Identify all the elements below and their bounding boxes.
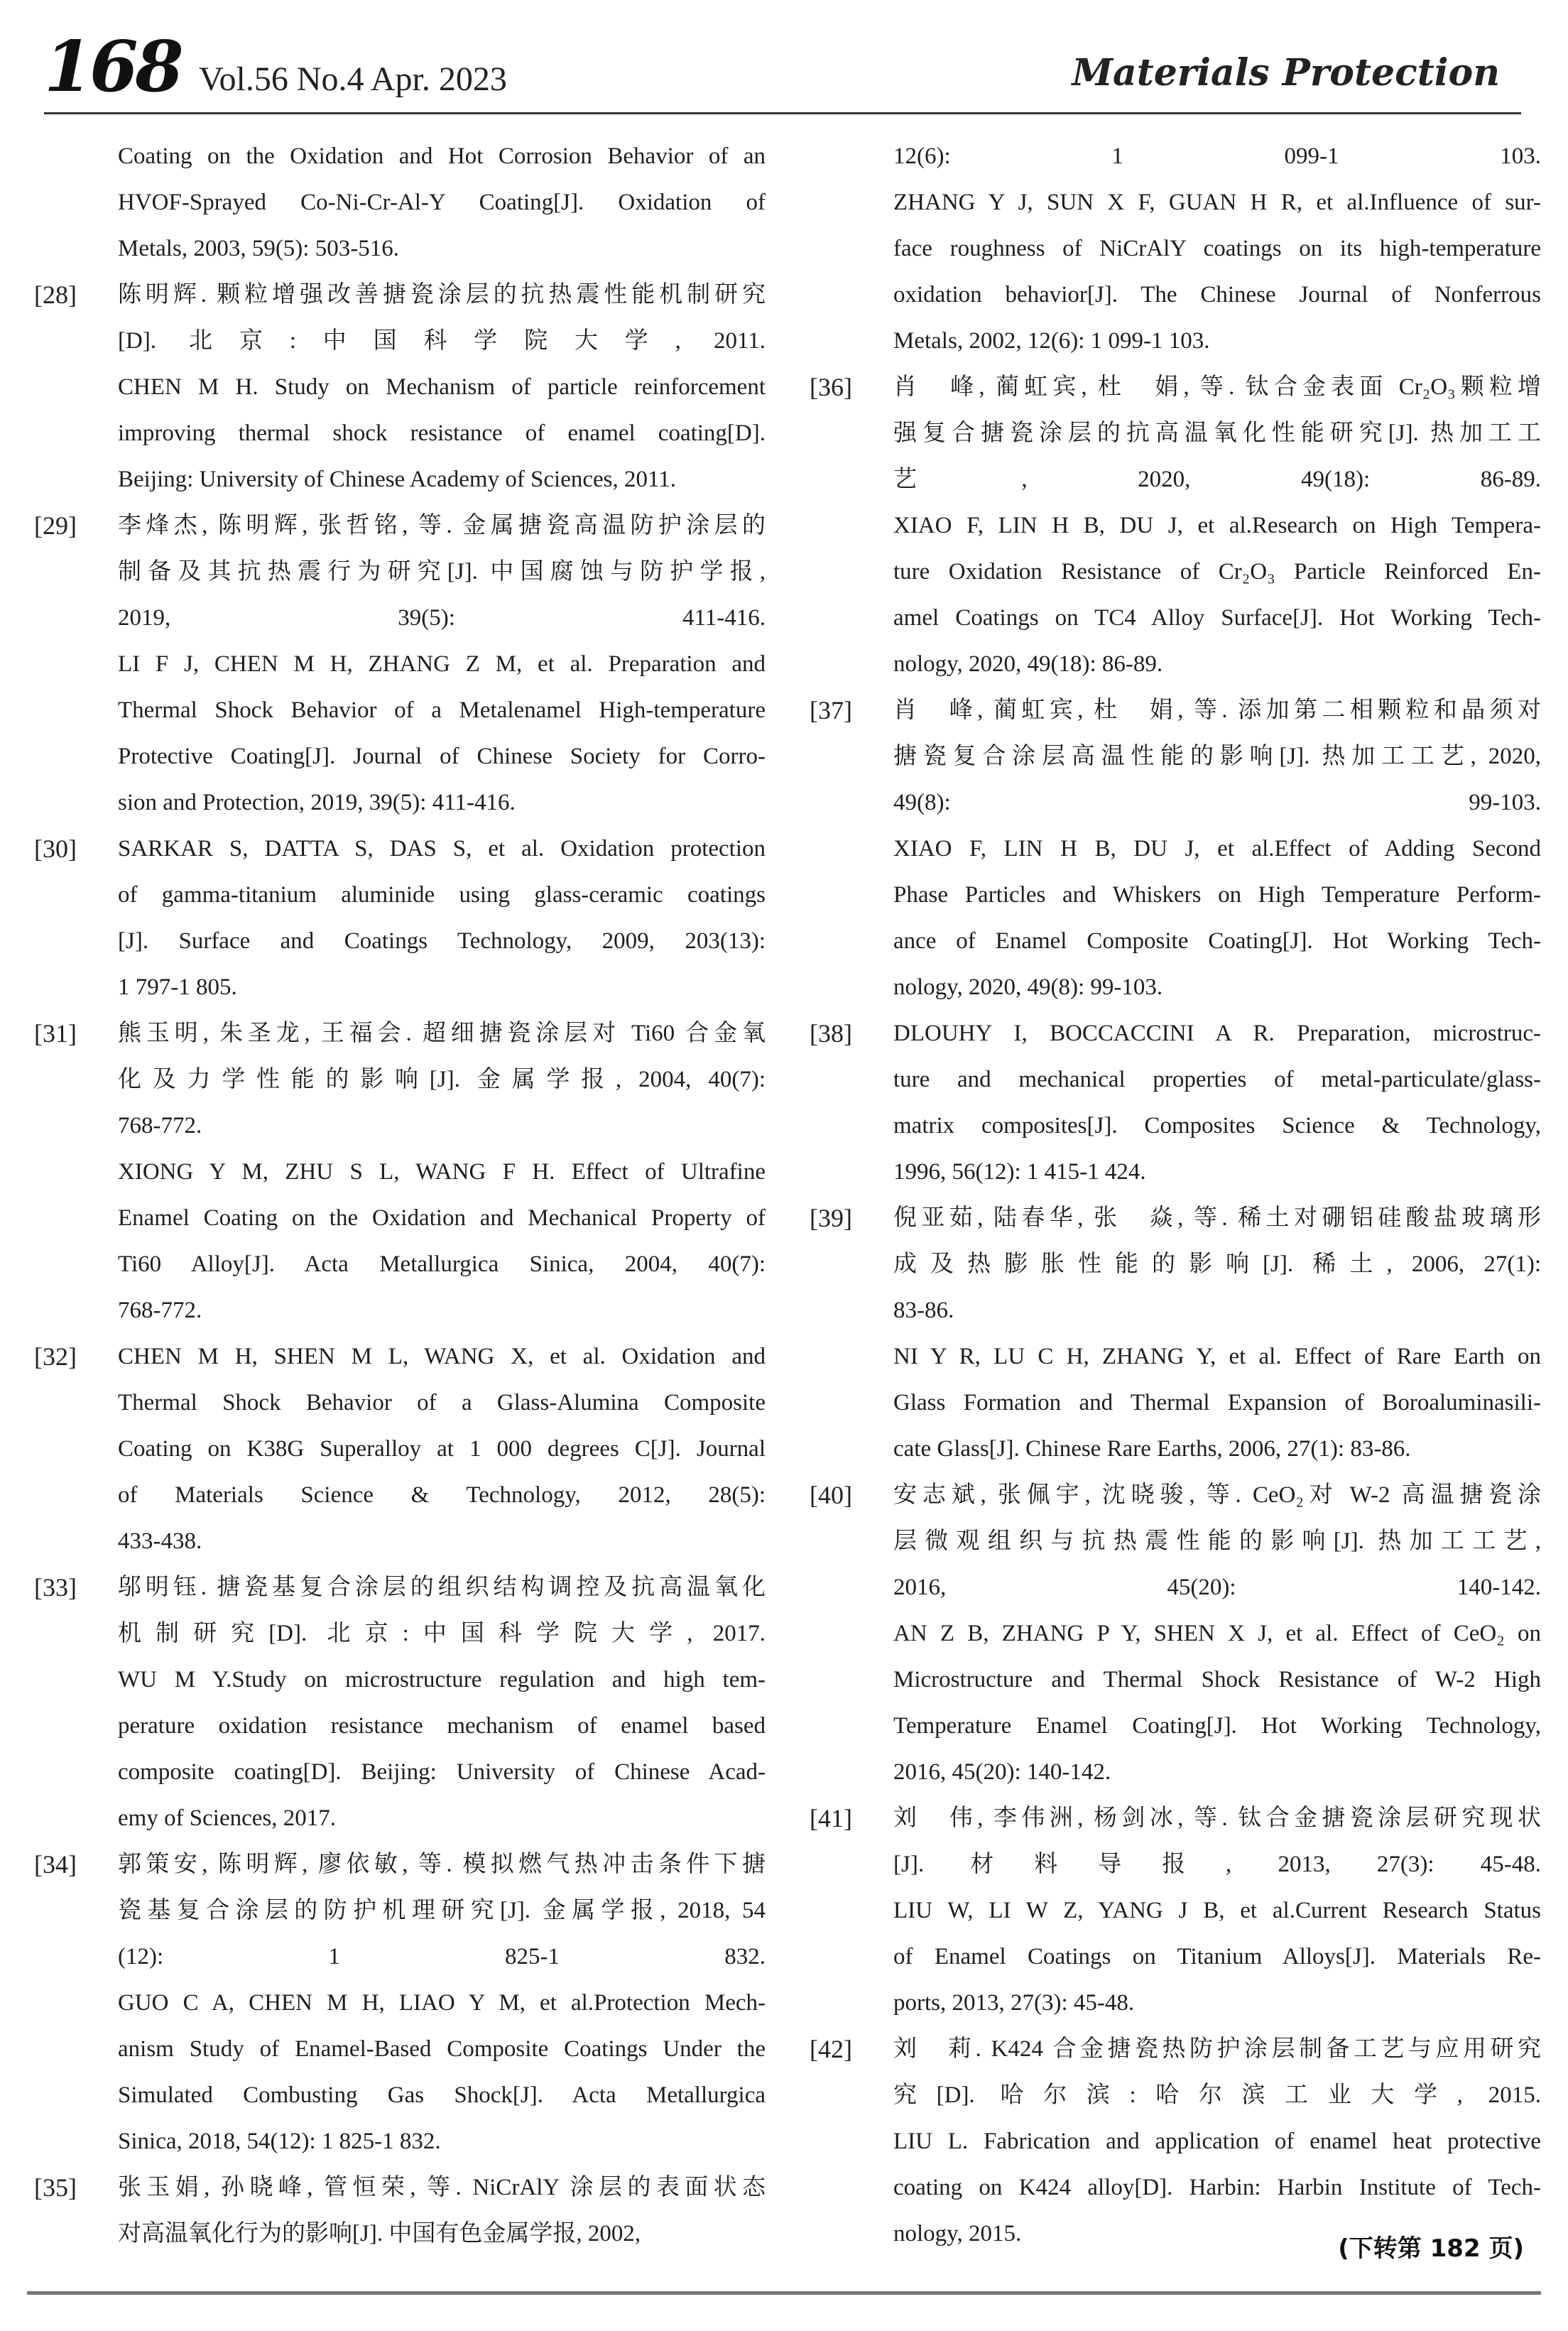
reference-line: 对高温氧化行为的影响[J]. 中国有色金属学报, 2002,	[118, 2221, 641, 2246]
reference-line: Phase Particles and Whiskers on High Temperature Perform-	[893, 882, 1541, 908]
reference-line: XIAO F, LIN H B, DU J, et al.Research on High Tempera-	[893, 513, 1541, 538]
reference-line: nology, 2020, 49(8): 99-103.	[893, 974, 1163, 1000]
reference-line: ture Oxidation Resistance of Cr₂O₃ Particle Reinforced En-	[893, 559, 1541, 585]
right-column	[810, 134, 1541, 2257]
reference-line: 2019, 39(5): 411-416.	[118, 605, 766, 631]
reference-line: HVOF-Sprayed Co-Ni-Cr-Al-Y Coating[J]. Oxidation of	[118, 190, 766, 215]
reference-line: ports, 2013, 27(3): 45-48.	[893, 1990, 1135, 2016]
reference-line: 433-438.	[118, 1528, 202, 1554]
reference-number: [33]	[34, 1573, 77, 1602]
reference-entry	[34, 1842, 766, 2165]
reference-line: [J]. Surface and Coatings Technology, 2009, 203(13):	[118, 928, 766, 954]
reference-line: 瓷基复合涂层的防护机理研究[J]. 金属学报, 2018, 54	[118, 1898, 766, 1923]
reference-line: sion and Protection, 2019, 39(5): 411-416.	[118, 790, 516, 815]
reference-entry	[34, 1334, 766, 1565]
reference-line: 究[D]. 哈尔滨:哈尔滨工业大学, 2015.	[893, 2082, 1541, 2108]
reference-line: amel Coatings on TC4 Alloy Surface[J]. Hot Working Tech-	[893, 605, 1541, 631]
reference-line: Microstructure and Thermal Shock Resistance of W-2 High	[893, 1667, 1541, 1692]
reference-line: 83-86.	[893, 1298, 954, 1323]
header-rule	[44, 112, 1521, 114]
reference-number: [42]	[810, 2035, 852, 2063]
reference-line: Temperature Enamel Coating[J]. Hot Working Technology,	[893, 1713, 1541, 1739]
reference-line: improving thermal shock resistance of enamel coating[D].	[118, 420, 766, 446]
reference-line: 倪亚茹, 陆春华, 张 焱, 等. 稀土对硼铝硅酸盐玻璃形	[893, 1205, 1541, 1231]
reference-line: 安志斌, 张佩宇, 沈晓骏, 等. CeO₂对 W-2 高温搪瓷涂	[893, 1482, 1541, 1508]
reference-line: 肖 峰, 蔺虹宾, 杜 娟, 等. 添加第二相颗粒和晶须对	[893, 697, 1541, 723]
reference-line: AN Z B, ZHANG P Y, SHEN X J, et al. Effect of CeO₂ on	[893, 1621, 1541, 1646]
reference-line: 刘 伟, 李伟洲, 杨剑冰, 等. 钛合金搪瓷涂层研究现状	[893, 1805, 1541, 1831]
reference-line: [D]. 北京:中国科学院大学, 2011.	[118, 328, 766, 354]
reference-line: XIONG Y M, ZHU S L, WANG F H. Effect of Ultrafine	[118, 1159, 766, 1185]
reference-line: of gamma-titanium aluminide using glass-ceramic coatings	[118, 882, 766, 908]
reference-line: 陈明辉. 颗粒增强改善搪瓷涂层的抗热震性能机制研究	[118, 282, 766, 308]
footer-rule	[27, 2291, 1541, 2295]
reference-line: of Materials Science & Technology, 2012, 28(5):	[118, 1482, 766, 1508]
reference-line: cate Glass[J]. Chinese Rare Earths, 2006, 27(1): 83-86.	[893, 1436, 1411, 1462]
reference-entry	[34, 826, 766, 1011]
reference-line: composite coating[D]. Beijing: University of Chinese Acad-	[118, 1759, 766, 1785]
reference-line: Protective Coating[J]. Journal of Chinese Society for Corro-	[118, 744, 766, 769]
page-header	[0, 0, 1568, 121]
reference-entry	[34, 272, 766, 503]
reference-line: Beijing: University of Chinese Academy of Sciences, 2011.	[118, 467, 677, 492]
reference-entry	[34, 503, 766, 826]
reference-entry	[810, 1795, 1541, 2026]
reference-entry	[810, 1195, 1541, 1472]
reference-line: WU M Y.Study on microstructure regulation and high tem-	[118, 1667, 766, 1692]
reference-line: XIAO F, LIN H B, DU J, et al.Effect of Adding Second	[893, 836, 1541, 862]
reference-line: face roughness of NiCrAlY coatings on its high-temperature	[893, 236, 1541, 261]
reference-line: Simulated Combusting Gas Shock[J]. Acta Metallurgica	[118, 2082, 766, 2108]
reference-line: 搪瓷复合涂层高温性能的影响[J]. 热加工工艺, 2020,	[893, 744, 1541, 769]
left-column	[34, 134, 766, 2257]
reference-line: 肖 峰, 蔺虹宾, 杜 娟, 等. 钛合金表面 Cr₂O₃颗粒增	[893, 374, 1541, 400]
reference-line: Thermal Shock Behavior of a Glass-Alumina Composite	[118, 1390, 766, 1416]
reference-line: 1 797-1 805.	[118, 974, 237, 1000]
reference-entry	[810, 364, 1541, 688]
reference-line: 强复合搪瓷涂层的抗高温氧化性能研究[J]. 热加工工	[893, 420, 1541, 446]
reference-line: Coating on K38G Superalloy at 1 000 degrees C[J]. Journal	[118, 1436, 766, 1462]
reference-line: ture and mechanical properties of metal-particulate/glass-	[893, 1067, 1541, 1092]
reference-line: 邬明钰. 搪瓷基复合涂层的组织结构调控及抗高温氧化	[118, 1575, 766, 1600]
reference-line: CHEN M H. Study on Mechanism of particle reinforcement	[118, 374, 766, 400]
reference-line: emy of Sciences, 2017.	[118, 1805, 337, 1831]
reference-entry	[810, 1011, 1541, 1195]
reference-entry	[810, 134, 1541, 364]
reference-line: 成及热膨胀性能的影响[J]. 稀土, 2006, 27(1):	[893, 1251, 1541, 1277]
reference-line: DLOUHY I, BOCCACCINI A R. Preparation, microstruc-	[893, 1021, 1541, 1046]
reference-line: matrix composites[J]. Composites Science & Technology,	[893, 1113, 1541, 1139]
reference-line: 2016, 45(20): 140-142.	[893, 1575, 1541, 1600]
reference-line: 层微观组织与抗热震性能的影响[J]. 热加工工艺,	[893, 1528, 1541, 1554]
reference-entry	[34, 134, 766, 272]
reference-line: coating on K424 alloy[D]. Harbin: Harbin Institute of Tech-	[893, 2175, 1541, 2200]
reference-line: LIU L. Fabrication and application of enamel heat protective	[893, 2129, 1541, 2154]
reference-line: 768-772.	[118, 1298, 202, 1323]
reference-entry	[34, 2165, 766, 2257]
reference-line: ZHANG Y J, SUN X F, GUAN H R, et al.Influence of sur-	[893, 190, 1541, 215]
reference-line: LIU W, LI W Z, YANG J B, et al.Current Research Status	[893, 1898, 1541, 1923]
reference-entry	[34, 1011, 766, 1334]
reference-number: [40]	[810, 1481, 852, 1509]
reference-line: ance of Enamel Composite Coating[J]. Hot Working Tech-	[893, 928, 1541, 954]
reference-number: [29]	[34, 511, 77, 540]
reference-entry	[810, 1472, 1541, 1795]
reference-line: 1996, 56(12): 1 415-1 424.	[893, 1159, 1146, 1185]
reference-line: Glass Formation and Thermal Expansion of Boroaluminasili-	[893, 1390, 1541, 1416]
reference-line: 郭策安, 陈明辉, 廖依敏, 等. 模拟燃气热冲击条件下搪	[118, 1852, 766, 1877]
reference-line: NI Y R, LU C H, ZHANG Y, et al. Effect of Rare Earth on	[893, 1344, 1541, 1369]
journal-title: Materials Protection	[1072, 51, 1500, 94]
reference-line: oxidation behavior[J]. The Chinese Journal of Nonferrous	[893, 282, 1541, 308]
reference-line: nology, 2020, 49(18): 86-89.	[893, 651, 1163, 677]
reference-line: 768-772.	[118, 1113, 202, 1139]
reference-line: 刘 莉. K424 合金搪瓷热防护涂层制备工艺与应用研究	[893, 2036, 1541, 2062]
reference-entry	[810, 688, 1541, 1011]
reference-number: [37]	[810, 696, 852, 724]
continued-note: (下转第 182 页)	[1338, 2234, 1524, 2263]
reference-line: Ti60 Alloy[J]. Acta Metallurgica Sinica, 2004, 40(7):	[118, 1251, 766, 1277]
reference-line: 化及力学性能的影响[J]. 金属学报, 2004, 40(7):	[118, 1067, 766, 1092]
reference-number: [32]	[34, 1342, 77, 1371]
reference-line: (12): 1 825-1 832.	[118, 1944, 766, 1969]
reference-number: [41]	[810, 1804, 852, 1832]
reference-entry	[810, 2026, 1541, 2257]
reference-line: LI F J, CHEN M H, ZHANG Z M, et al. Preparation and	[118, 651, 766, 677]
reference-line: 49(8): 99-103.	[893, 790, 1541, 815]
reference-number: [38]	[810, 1019, 852, 1048]
reference-number: [35]	[34, 2173, 77, 2202]
reference-line: Metals, 2003, 59(5): 503-516.	[118, 236, 399, 261]
reference-line: 熊玉明, 朱圣龙, 王福会. 超细搪瓷涂层对 Ti60 合金氧	[118, 1021, 766, 1046]
reference-entry	[34, 1565, 766, 1842]
reference-line: 李烽杰, 陈明辉, 张哲铭, 等. 金属搪瓷高温防护涂层的	[118, 513, 766, 538]
reference-line: Enamel Coating on the Oxidation and Mechanical Property of	[118, 1205, 766, 1231]
reference-line: [J]. 材料导报, 2013, 27(3): 45-48.	[893, 1852, 1541, 1877]
reference-line: Coating on the Oxidation and Hot Corrosion Behavior of an	[118, 143, 766, 169]
reference-number: [30]	[34, 835, 77, 863]
reference-number: [31]	[34, 1019, 77, 1048]
reference-line: of Enamel Coatings on Titanium Alloys[J]. Materials Re-	[893, 1944, 1541, 1969]
reference-number: [28]	[34, 281, 77, 309]
reference-line: anism Study of Enamel-Based Composite Coatings Under the	[118, 2036, 766, 2062]
issue-info: Vol.56 No.4 Apr. 2023	[199, 60, 507, 98]
reference-line: Sinica, 2018, 54(12): 1 825-1 832.	[118, 2129, 441, 2154]
reference-line: perature oxidation resistance mechanism of enamel based	[118, 1713, 766, 1739]
reference-line: GUO C A, CHEN M H, LIAO Y M, et al.Protection Mech-	[118, 1990, 766, 2016]
reference-line: 制备及其抗热震行为研究[J]. 中国腐蚀与防护学报,	[118, 559, 766, 585]
reference-line: 张玉娟, 孙晓峰, 管恒荣, 等. NiCrAlY 涂层的表面状态	[118, 2175, 766, 2200]
reference-line: 机制研究[D]. 北京:中国科学院大学, 2017.	[118, 1621, 766, 1646]
page-number: 168	[44, 26, 181, 108]
reference-number: [36]	[810, 373, 852, 401]
reference-line: 2016, 45(20): 140-142.	[893, 1759, 1111, 1785]
reference-line: Metals, 2002, 12(6): 1 099-1 103.	[893, 328, 1210, 354]
reference-line: 艺, 2020, 49(18): 86-89.	[893, 467, 1541, 492]
reference-line: Thermal Shock Behavior of a Metalenamel High-temperature	[118, 697, 766, 723]
reference-number: [39]	[810, 1204, 852, 1232]
reference-line: SARKAR S, DATTA S, DAS S, et al. Oxidation protection	[118, 836, 766, 862]
reference-number: [34]	[34, 1850, 77, 1879]
reference-line: 12(6): 1 099-1 103.	[893, 143, 1541, 169]
reference-line: nology, 2015.	[893, 2221, 1022, 2246]
reference-line: CHEN M H, SHEN M L, WANG X, et al. Oxidation and	[118, 1344, 766, 1369]
